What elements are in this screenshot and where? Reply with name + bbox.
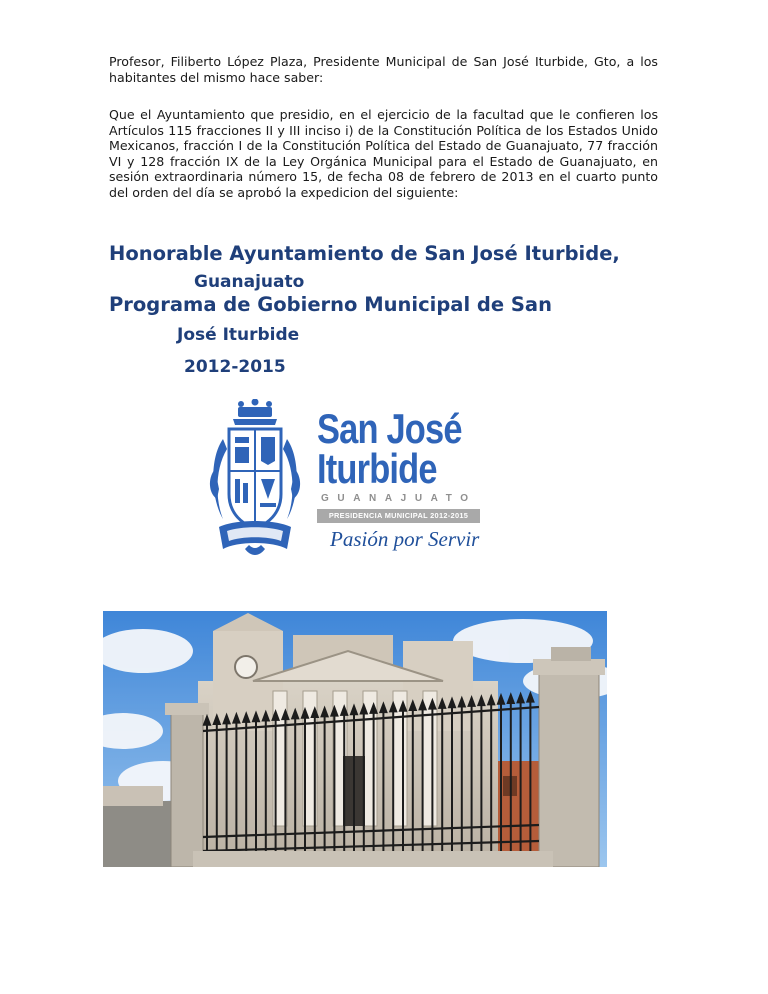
church-photo xyxy=(103,611,607,867)
logo-banner-text: PRESIDENCIA MUNICIPAL 2012-2015 xyxy=(328,511,469,520)
heading-guanajuato: Guanajuato xyxy=(194,272,305,292)
logo-title-line2: Iturbide xyxy=(317,445,437,492)
church-with-iron-fence-photo xyxy=(103,611,607,867)
municipal-coat-of-arms-icon xyxy=(205,399,305,559)
logo-banner xyxy=(317,509,480,523)
heading-programa: Programa de Gobierno Municipal de San xyxy=(109,293,552,316)
heading-jose-iturbide: José Iturbide xyxy=(177,325,300,345)
logo-slogan: Pasión por Servir xyxy=(330,527,480,551)
logo-title-line1: San José xyxy=(317,405,462,452)
logo-state: GUANAJUATO xyxy=(321,493,477,504)
municipal-logo xyxy=(205,399,490,559)
heading-ayuntamiento: Honorable Ayuntamiento de San José Iturbide, xyxy=(109,242,620,265)
intro-paragraph: Profesor, Filiberto López Plaza, Presidente Municipal de San José Iturbide, Gto, a los habitantes del mismo hace saber: xyxy=(109,54,658,85)
decree-paragraph: Que el Ayuntamiento que presidio, en el ejercicio de la facultad que le confieren los Artículos 115 fracciones II y III inciso i) de la Constitución Política de los Estados Unido Mexicanos, fracción I de la Constitución Política del Estado de Guanajuato, 77 fracción VI y 128 fracción IX de la Ley Orgánica Municipal para el Estado de Guanajuato, en sesión extraordinaria número 15, de fecha 08 de febrero de 2013 en el cuarto punto del orden del día se aprobó la expedicion del siguiente: xyxy=(109,107,658,200)
heading-period: 2012-2015 xyxy=(184,357,286,377)
